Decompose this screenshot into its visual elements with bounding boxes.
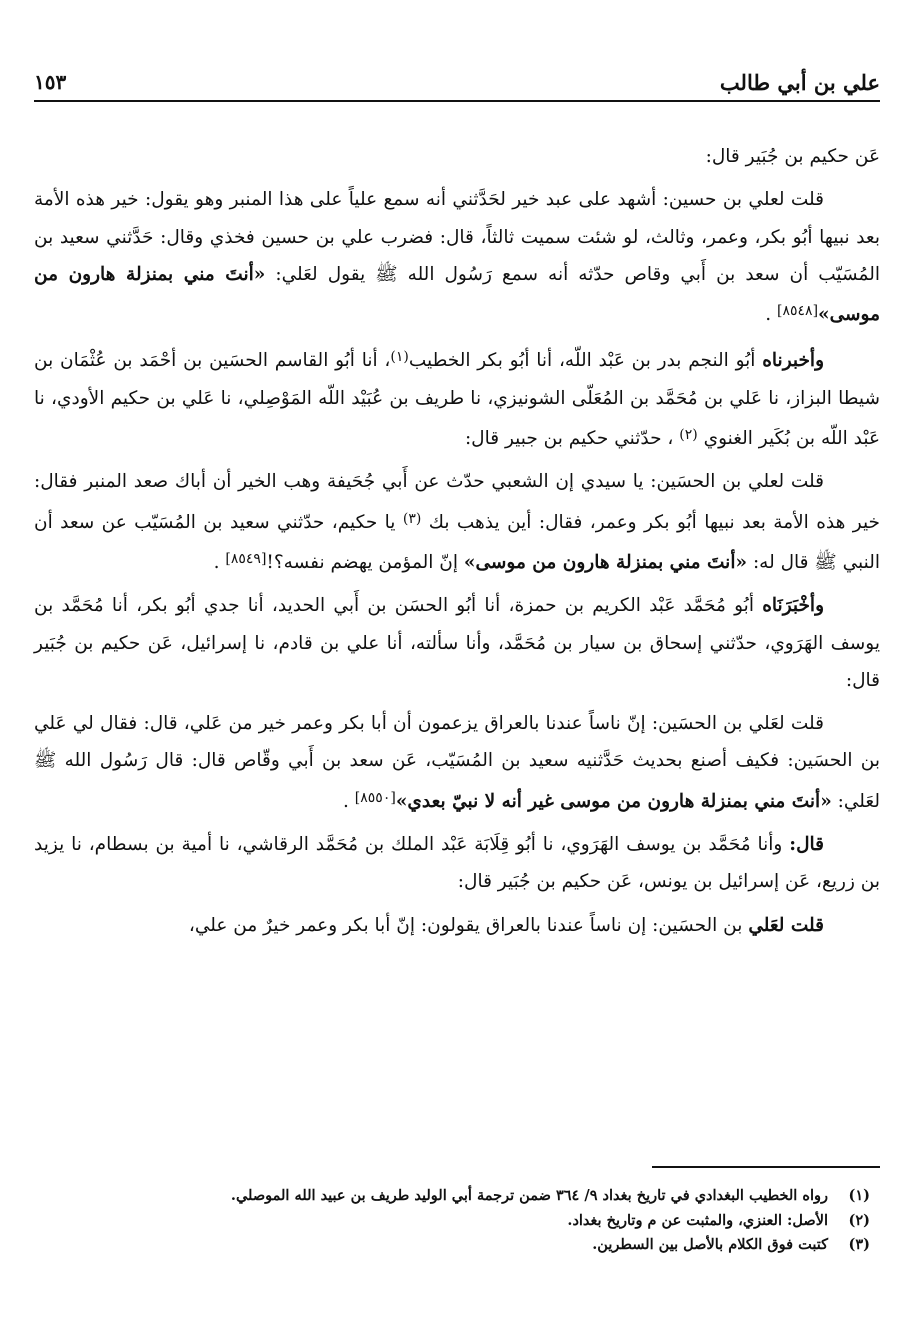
page-header [34, 66, 880, 102]
paragraph: وأخبرناه أبُو النجم بدر بن عَبْد اللّه، أنا أبُو بكر الخطيب$^{(١)}$، أنا أبُو القاسم الحسَين بن أحْمَد بن عُثْمَان بن شيطا البزاز، نا عَلي بن مُحَمَّد بن المُعَلّى الشونيزي، نا طريف بن عُبَيْد اللّه المَوْصِلي، نا عَلي بن حكيم الأودي، نا عَبْد اللّه بن بُكَير الغنوي $^{(٢)}$ ، حدّثني حكيم بن جبير قال: [34, 349, 881, 450]
hadith-text: «أنتَ مني بمنزلة هارون من موسى» [34, 263, 880, 326]
footnote-number: (٣) [848, 1236, 870, 1253]
paragraph: عَن حكيم بن جُبَير قال: [705, 146, 880, 167]
paragraph: وأخْبَرَنَاه أبُو مُحَمَّد عَبْد الكريم بن حمزة، أنا أبُو الحسَن بن أَبي الحديد، أنا جدي أبُو بكر، أنا مُحَمَّد بن يوسف الهَرَوي، حدّثني إسحاق بن سيار بن مُحَمَّد، وأنا سألته، أنا علي بن قادم، نا إسرائيل، عَن حكيم بن جُبَير قال: [34, 595, 880, 691]
hadith-number: [٨٥٥٠] [354, 789, 396, 806]
paragraph: قلت لعلي بن الحسَين: يا سيدي إن الشعبي حدّث عن أَبي جُحَيفة وهب الخير أن أباك صعد المنبر فقال: خير هذه الأمة بعد نبيها أبُو بكر وعمر، فقال: أين يذهب بك $^{(٣)}$ يا حكيم، حدّثني سعيد بن المُسَيّب عن سعد أن النبي ﷺ قال له: «أنتَ مني بمنزلة هارون من موسى» إنّ المؤمن يهضم نفسه؟![٨٥٤٩] . [34, 471, 880, 573]
hadith-number: [٨٥٤٩] [225, 550, 267, 567]
footnote-marker: (١) [390, 349, 409, 366]
footnote-marker: (٢) [679, 427, 698, 444]
hadith-text: «أنتَ مني بمنزلة هارون من موسى» [463, 551, 748, 573]
footnote-marker: (٣) [402, 510, 422, 527]
paragraph: قلت لعَلي بن الحسَين: إن ناساً عندنا بالعراق يقولون: إنّ أبا بكر وعمر خيرٌ من علي، [188, 914, 824, 936]
footnote [34, 1209, 880, 1234]
chain-lead: وأخْبَرَنَاه [762, 595, 824, 617]
chain-lead: وأخبرناه [762, 350, 824, 372]
running-title: علي بن أبي طالب [719, 70, 880, 95]
hadith-text: «أنتَ مني بمنزلة هارون من موسى غير أنه لا نبيّ بعدي» [395, 790, 832, 812]
hadith-number: [٨٥٤٨] [777, 303, 819, 320]
footnote [34, 1184, 880, 1209]
paragraph: قلت لعَلي بن الحسَين: إنّ ناساً عندنا بالعراق يزعمون أن أبا بكر وعمر خير من عَلي، قال: فقال لي عَلي بن الحسَين: فكيف أصنع بحديث حَدَّثنيه سعيد بن المُسَيّب، عَن سعد بن أَبي وقّاص قال: قال رَسُول الله ﷺ لعَلي: «أنتَ مني بمنزلة هارون من موسى غير أنه لا نبيّ بعدي»[٨٥٥٠] . [34, 713, 880, 812]
chain-lead: قال: [789, 834, 824, 856]
footnote-number: (٢) [848, 1211, 870, 1229]
footnote-text: رواه الخطيب البغدادي في تاريخ بغداد ٩/ ٣٦٤ ضمن ترجمة أبي الوليد طريف بن عبيد الله الموصلي. [230, 1187, 828, 1204]
paragraph: قلت لعلي بن حسين: أشهد على عبد خير لحَدَّثني أنه سمع علياً على هذا المنبر وهو يقول: خير هذه الأمة بعد نبيها أبُو بكر، وعمر، وثالث، لو شئت سميت ثالثاً، قال: فضرب علي بن حسين فخذي وقال: حَدَّثني سعيد بن المُسَيّب أن سعد بن أَبي وقاص حدّثه أنه سمع رَسُول الله ﷺ يقول لعَلي: «أنتَ مني بمنزلة هارون من موسى»[٨٥٤٨] . [34, 189, 880, 326]
main-text [34, 138, 880, 950]
footnote-number: (١) [848, 1187, 870, 1204]
paragraph: قال: وأنا مُحَمَّد بن يوسف الهَرَوي، نا أبُو قِلَابَة عَبْد الملك بن مُحَمَّد الرقاشي، نا أمية بن بسطام، نا يزيد بن زريع، عَن إسرائيل بن يونس، عَن حكيم بن جُبَير قال: [34, 834, 880, 893]
footnote-text: كتبت فوق الكلام بالأصل بين السطرين. [592, 1236, 828, 1253]
footnote-divider [652, 1166, 880, 1168]
footnotes [34, 1184, 880, 1258]
chain-lead: قلت لعَلي [748, 914, 824, 936]
footnote [34, 1233, 880, 1258]
footnote-text: الأصل: العنزي، والمثبت عن م وتاريخ بغداد. [567, 1211, 828, 1229]
page-number: ١٥٣ [34, 70, 67, 94]
